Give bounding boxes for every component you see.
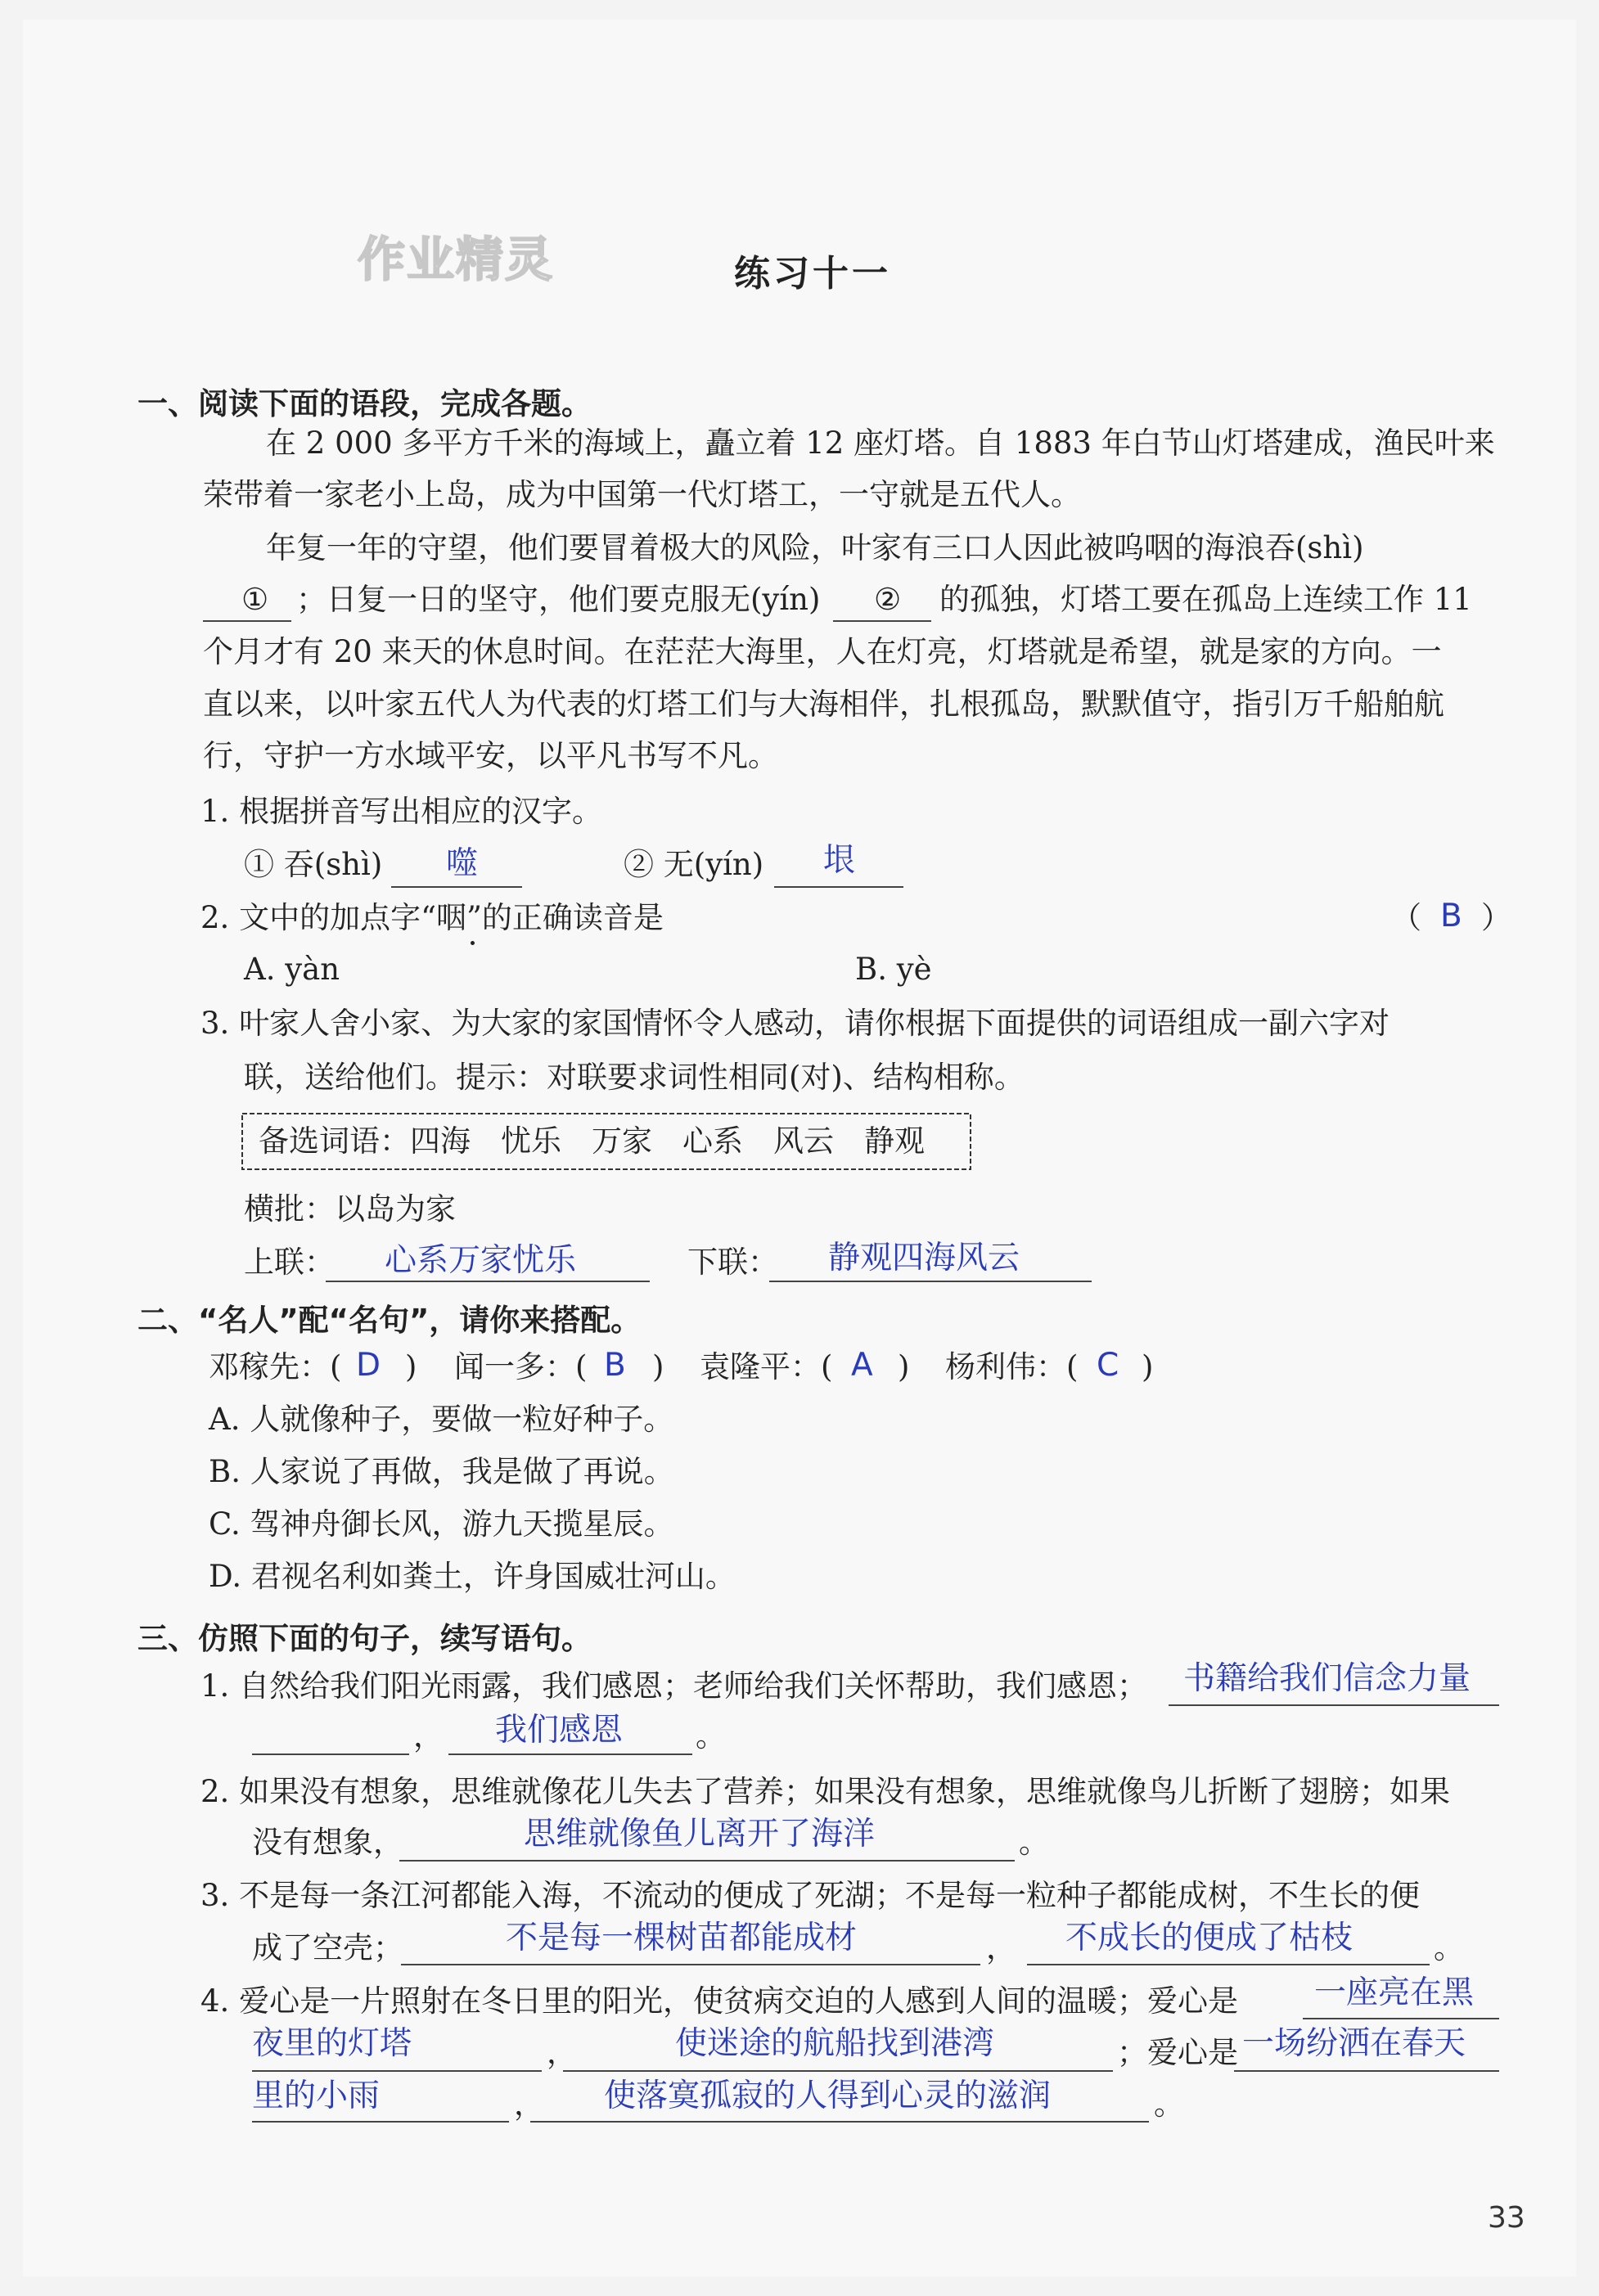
question-stem: 3. 叶家人舍小家、为大家的家国情怀令人感动，请你根据下面提供的词语组成一副六字对 xyxy=(200,1006,1390,1041)
couplet-label: 上联： xyxy=(244,1245,335,1280)
answer-text: 垠 xyxy=(823,842,856,879)
passage-line: 的孤独，灯塔工要在孤岛上连续工作 11 xyxy=(939,582,1472,617)
answer-line xyxy=(448,1754,692,1755)
punctuation: 。 xyxy=(696,1718,726,1754)
match-label: 袁隆平：( xyxy=(700,1349,833,1384)
punctuation: 。 xyxy=(1434,1930,1464,1965)
question-label: ① 吞(shì) xyxy=(244,847,383,882)
match-paren: ) xyxy=(405,1349,417,1384)
watermark-logo: 作业精灵 xyxy=(358,232,555,287)
word-box-text: 备选词语：四海 忧乐 万家 心系 风云 静观 xyxy=(259,1123,925,1159)
answer-paren: （ xyxy=(1391,900,1421,935)
section2-heading: 二、“名人”配“名句”，请你来搭配。 xyxy=(137,1303,642,1338)
blank-line xyxy=(203,620,291,622)
answer-line xyxy=(1169,1704,1499,1706)
hengpi-text: 横批：以岛为家 xyxy=(244,1191,456,1227)
match-answer: B xyxy=(604,1347,626,1384)
question-stem: 没有想象， xyxy=(252,1825,403,1860)
passage-line: ；日复一日的坚守，他们要克服无(yín) xyxy=(296,582,821,617)
blank-line xyxy=(833,620,931,622)
punctuation: 。 xyxy=(1019,1825,1049,1860)
page-number: 33 xyxy=(1488,2201,1525,2235)
answer-text: 书籍给我们信念力量 xyxy=(1183,1660,1471,1697)
match-label: 闻一多：( xyxy=(454,1349,588,1384)
answer-line xyxy=(774,886,903,888)
question-stem: 联，送给他们。提示：对联要求词性相同(对)、结构相称。 xyxy=(244,1060,1025,1095)
quote-option: D. 君视名利如粪土，许身国威壮河山。 xyxy=(209,1559,736,1594)
answer-line xyxy=(401,1964,980,1965)
answer-line xyxy=(530,2121,1149,2123)
answer-text: B xyxy=(1440,898,1462,934)
answer-text: 夜里的灯塔 xyxy=(252,2025,412,2062)
question-label: ② 无(yín) xyxy=(624,847,764,882)
answer-text: 使落寞孤寂的人得到心灵的滋润 xyxy=(604,2078,1052,2114)
answer-text: 噬 xyxy=(446,845,479,882)
match-answer: A xyxy=(851,1347,873,1384)
answer-text: 一座亮在黑 xyxy=(1314,1974,1475,2011)
quote-option: C. 驾神舟御长风，游九天揽星辰。 xyxy=(209,1506,674,1542)
answer-text: 静观四海风云 xyxy=(828,1240,1020,1276)
answer-line xyxy=(1027,1964,1430,1965)
match-answer: D xyxy=(356,1347,381,1384)
section1-heading: 一、阅读下面的语段，完成各题。 xyxy=(137,386,592,421)
punctuation: 。 xyxy=(1154,2087,1184,2122)
punctuation: ， xyxy=(413,1718,444,1754)
match-paren: ) xyxy=(1142,1349,1154,1384)
passage-line: 荣带着一家老小上岛，成为中国第一代灯塔工，一守就是五代人。 xyxy=(203,477,1081,512)
answer-paren: ） xyxy=(1481,900,1511,935)
answer-text: 使迷途的航船找到港湾 xyxy=(675,2025,995,2062)
question-stem: 2. 如果没有想象，思维就像花儿失去了营养；如果没有想象，思维就像鸟儿折断了翅膀；如果 xyxy=(200,1774,1451,1809)
answer-text: 心系万家忧乐 xyxy=(385,1242,577,1279)
answer-text: 不成长的便成了枯枝 xyxy=(1065,1920,1354,1956)
passage-line: 直以来，以叶家五代人为代表的灯塔工们与大海相伴，扎根孤岛，默默值守，指引万千船舶航 xyxy=(203,687,1444,722)
match-paren: ) xyxy=(652,1349,664,1384)
match-paren: ) xyxy=(898,1349,910,1384)
quote-option: A. 人就像种子，要做一粒好种子。 xyxy=(209,1402,674,1437)
answer-text: 不是每一棵树苗都能成材 xyxy=(506,1920,858,1956)
passage-line: 个月才有 20 来天的休息时间。在茫茫大海里，人在灯亮，灯塔就是希望，就是家的方向。一 xyxy=(203,634,1442,669)
match-label: 邓稼先：( xyxy=(209,1349,342,1384)
match-label: 杨利伟：( xyxy=(945,1349,1079,1384)
answer-line xyxy=(399,1860,1015,1862)
quote-option: B. 人家说了再做，我是做了再说。 xyxy=(209,1454,674,1489)
answer-line xyxy=(1234,2070,1499,2072)
page-title: 练习十一 xyxy=(734,253,891,295)
passage-line: 行，守护一方水域平安，以平凡书写不凡。 xyxy=(203,738,778,773)
emphasis-dot xyxy=(471,941,475,945)
answer-line xyxy=(252,2121,509,2123)
option-text: B. yè xyxy=(855,952,932,987)
blank-marker-2: ② xyxy=(874,582,902,617)
answer-text: 里的小雨 xyxy=(252,2078,381,2114)
question-stem: ；爱心是 xyxy=(1117,2035,1238,2070)
section3-heading: 三、仿照下面的句子，续写语句。 xyxy=(137,1621,592,1656)
passage-line: 年复一年的守望，他们要冒着极大的风险，叶家有三口人因此被呜咽的海浪吞(shì) xyxy=(266,530,1364,565)
option-text: A. yàn xyxy=(244,952,340,987)
answer-text: 思维就像鱼儿离开了海洋 xyxy=(524,1816,876,1853)
question-stem: 3. 不是每一条江河都能入海，不流动的便成了死湖；不是每一粒种子都能成树，不生长的便 xyxy=(200,1878,1421,1913)
blank-marker-1: ① xyxy=(241,582,269,617)
punctuation: ， xyxy=(547,2035,577,2070)
punctuation: ， xyxy=(514,2087,544,2122)
answer-text: 一场纷洒在春天 xyxy=(1242,2025,1466,2062)
answer-line xyxy=(252,1754,409,1755)
match-answer: C xyxy=(1097,1347,1119,1384)
couplet-label: 下联： xyxy=(687,1245,778,1280)
answer-line xyxy=(391,886,522,888)
answer-line xyxy=(769,1281,1092,1282)
question-stem: 2. 文中的加点字“咽”的正确读音是 xyxy=(200,900,664,935)
question-stem: 1. 自然给我们阳光雨露，我们感恩；老师给我们关怀帮助，我们感恩； xyxy=(200,1668,1148,1704)
punctuation: ， xyxy=(986,1930,1016,1965)
question-stem: 1. 根据拼音写出相应的汉字。 xyxy=(200,794,603,829)
answer-line xyxy=(326,1281,650,1282)
answer-text: 我们感恩 xyxy=(495,1712,624,1749)
question-stem: 成了空壳； xyxy=(252,1930,403,1965)
passage-line: 在 2 000 多平方千米的海域上，矗立着 12 座灯塔。自 1883 年白节山灯塔建成，渔民叶来 xyxy=(266,425,1495,461)
question-stem: 4. 爱心是一片照射在冬日里的阳光，使贫病交迫的人感到人间的温暖；爱心是 xyxy=(200,1983,1239,2019)
